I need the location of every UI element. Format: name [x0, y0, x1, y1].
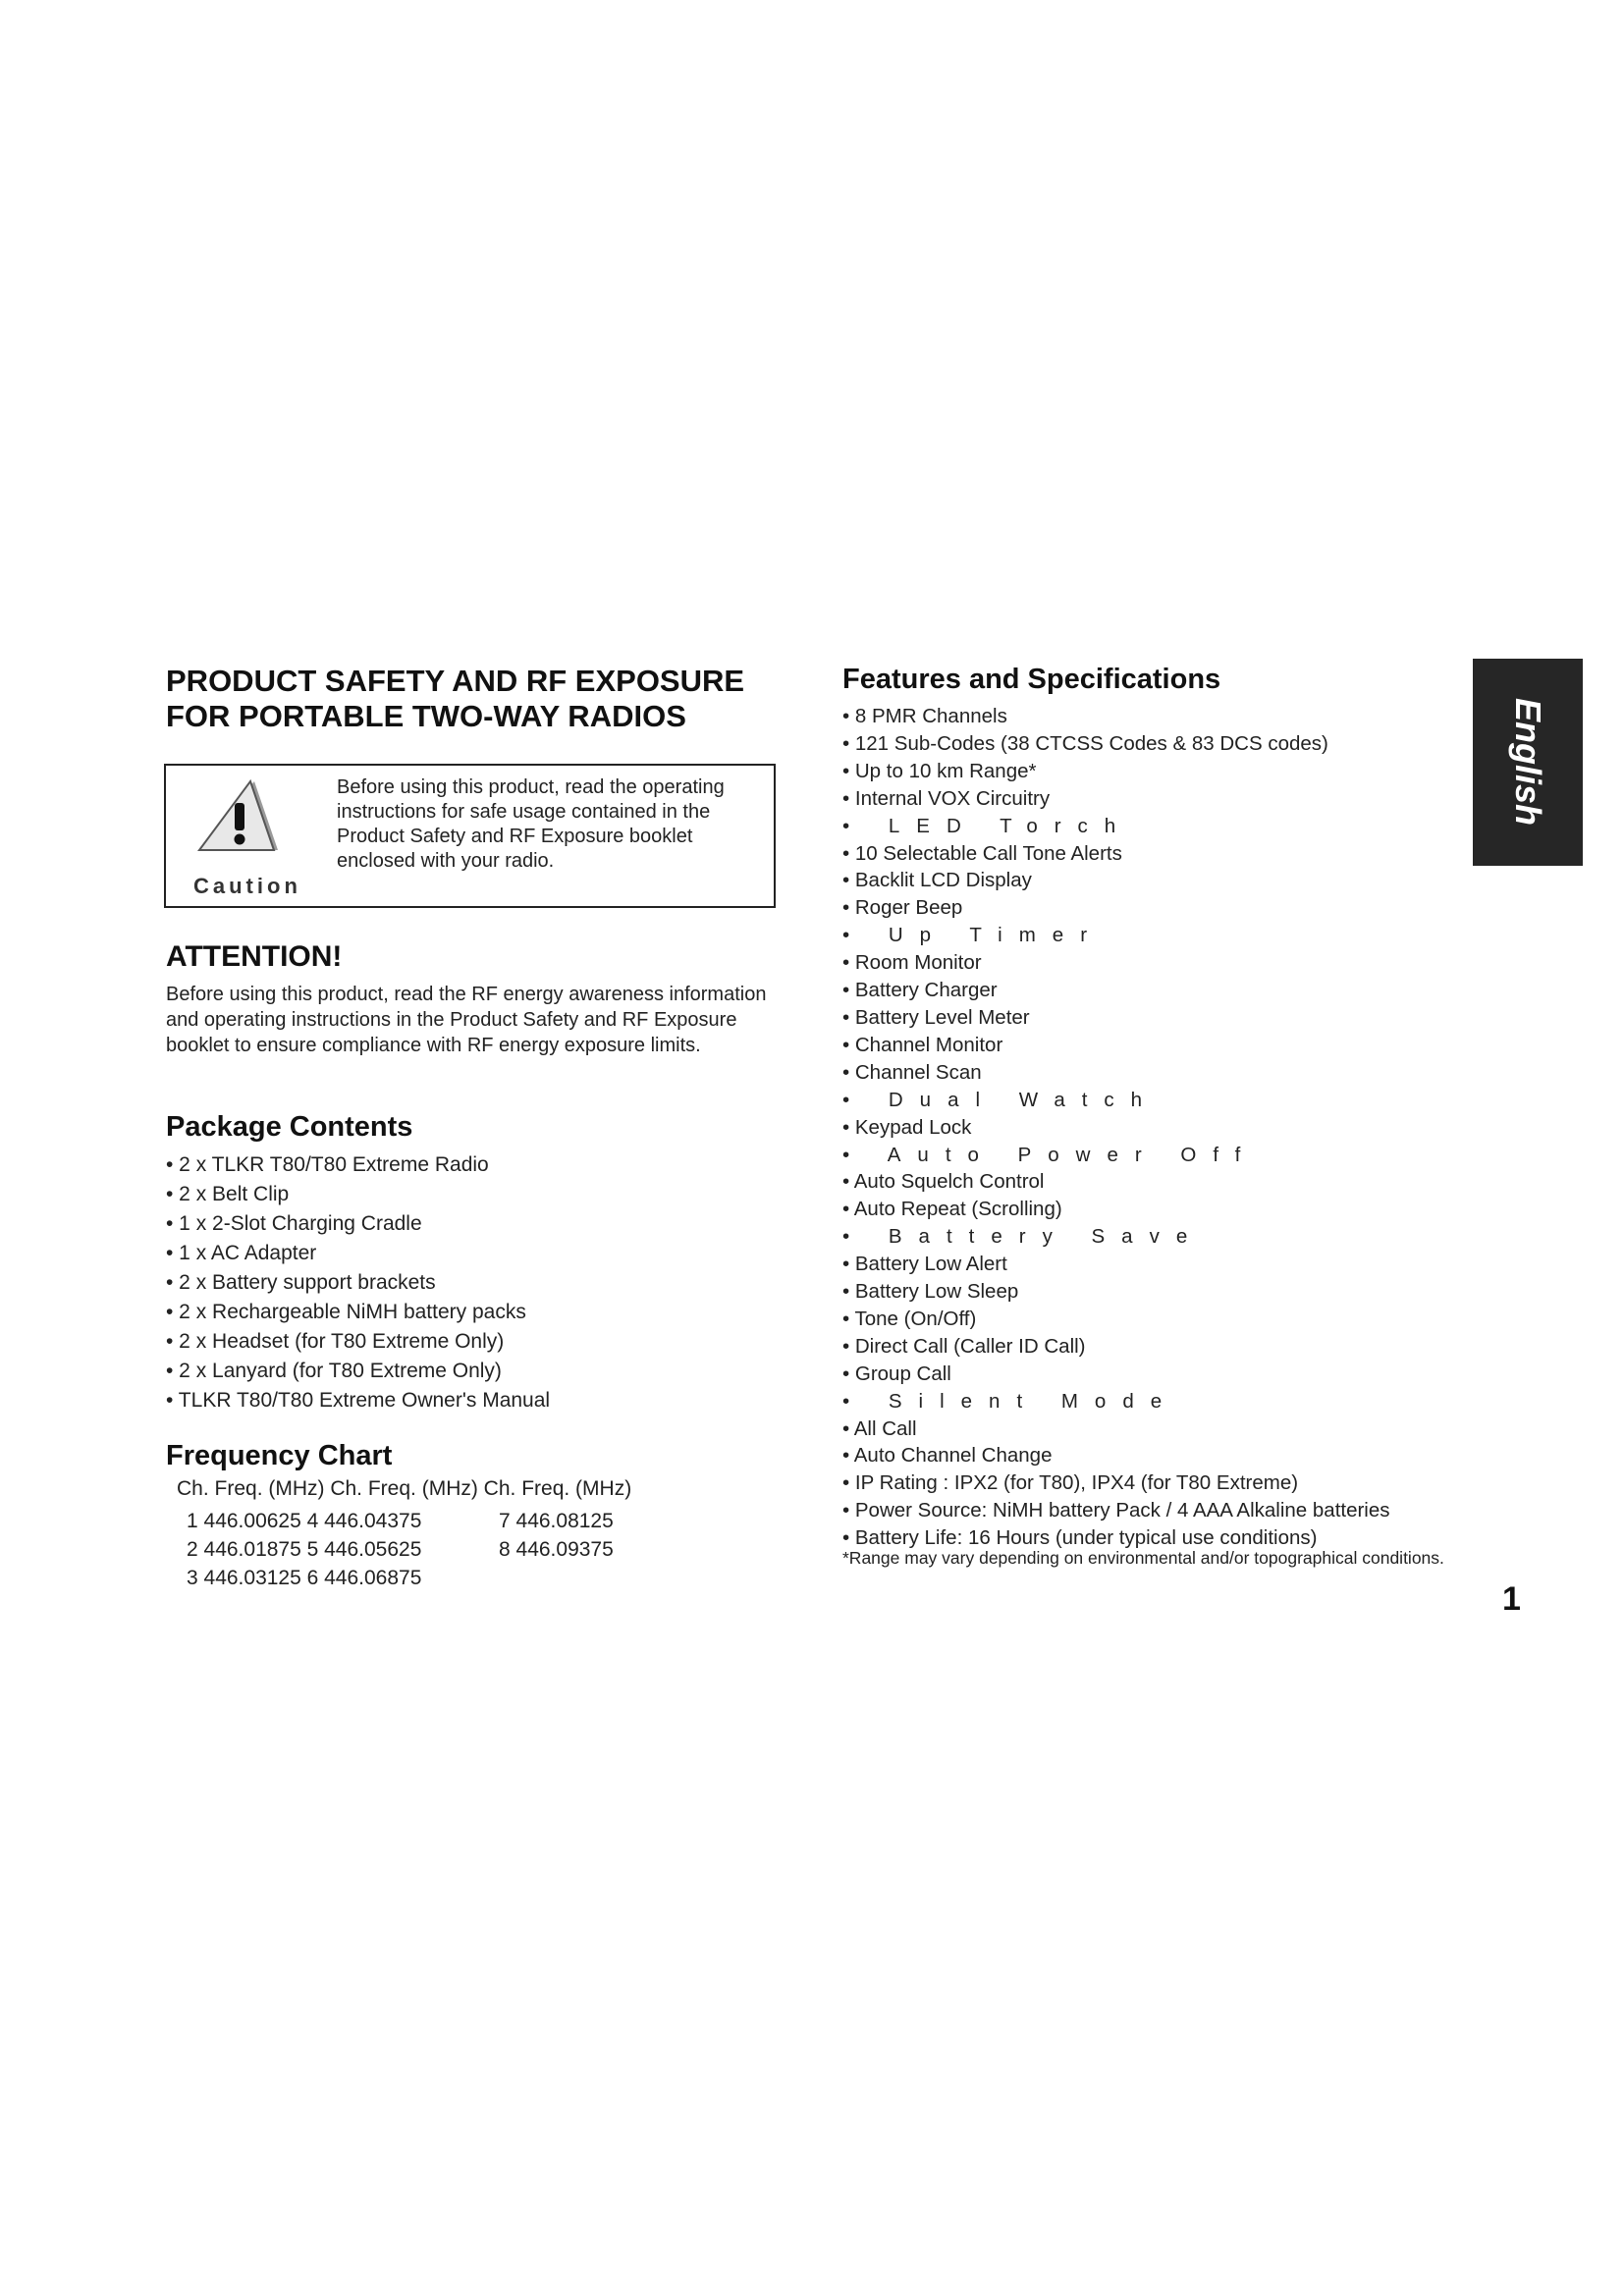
caution-text: Before using this product, read the operating instructions for safe usage contained in the Product Safety and RF Exposure booklet enclosed with your radio.	[337, 776, 725, 872]
caution-label: Caution	[193, 874, 301, 898]
features-list	[842, 703, 1471, 1552]
list-item: • Battery Life: 16 Hours (under typical use conditions)	[842, 1526, 1318, 1550]
package-contents-title: Package Contents	[166, 1111, 413, 1143]
list-item: • Battery Low Alert	[842, 1253, 1007, 1276]
frequency-chart-header: Ch. Freq. (MHz) Ch. Freq. (MHz) Ch. Freq. (MHz)	[177, 1477, 632, 1500]
range-footnote: *Range may vary depending on environmental and/or topographical conditions.	[842, 1548, 1444, 1568]
safety-title	[166, 664, 814, 734]
safety-title-line1: PRODUCT SAFETY AND RF EXPOSURE	[166, 664, 745, 698]
page-number: 1	[1502, 1580, 1521, 1618]
list-item: • TLKR T80/T80 Extreme Owner's Manual	[166, 1389, 551, 1412]
table-cell: 7 446.08125	[499, 1510, 614, 1532]
list-item: • All Call	[842, 1416, 917, 1440]
list-item: • 121 Sub-Codes (38 CTCSS Codes & 83 DCS codes)	[842, 731, 1328, 755]
list-item: • LED Torch	[842, 814, 1133, 837]
list-item: • Auto Squelch Control	[842, 1170, 1045, 1194]
list-item: • Battery Charger	[842, 979, 998, 1002]
list-item: • 8 PMR Channels	[842, 705, 1007, 727]
list-item: • Internal VOX Circuitry	[842, 786, 1051, 810]
list-item: • 2 x Battery support brackets	[166, 1271, 436, 1294]
list-item: • Keypad Lock	[842, 1115, 972, 1139]
frequency-chart-title: Frequency Chart	[166, 1440, 393, 1471]
list-item: • Auto Power Off	[842, 1143, 1258, 1166]
list-item: • Silent Mode	[842, 1389, 1179, 1413]
list-item: • Power Source: NiMH battery Pack / 4 AAA Alkaline batteries	[842, 1499, 1390, 1522]
list-item: • Auto Channel Change	[842, 1444, 1053, 1468]
list-item: • Battery Save	[842, 1225, 1205, 1249]
list-item: • Up Timer	[842, 924, 1105, 947]
package-contents-list	[166, 1150, 550, 1415]
list-item: • Battery Level Meter	[842, 1005, 1030, 1029]
language-tab	[1473, 659, 1583, 866]
list-item: • 2 x TLKR T80/T80 Extreme Radio	[166, 1153, 489, 1176]
list-item: • 2 x Lanyard (for T80 Extreme Only)	[166, 1360, 502, 1382]
table-cell: 8 446.09375	[499, 1538, 614, 1561]
list-item: • Group Call	[842, 1362, 951, 1385]
language-tab-label: English	[1508, 697, 1548, 827]
list-item: • Battery Low Sleep	[842, 1280, 1019, 1304]
list-item: • 10 Selectable Call Tone Alerts	[842, 841, 1122, 865]
list-item: • 2 x Rechargeable NiMH battery packs	[166, 1301, 526, 1323]
list-item: • 1 x 2-Slot Charging Cradle	[166, 1212, 422, 1235]
list-item: • Direct Call (Caller ID Call)	[842, 1334, 1086, 1358]
list-item: • Channel Scan	[842, 1060, 982, 1084]
list-item: • Up to 10 km Range*	[842, 759, 1037, 782]
caution-icon	[197, 779, 280, 852]
caution-box	[164, 764, 776, 908]
table-cell: 3 446.03125 6 446.06875	[187, 1567, 422, 1589]
attention-body: Before using this product, read the RF energy awareness information and operating instructions in the Product Safety and RF Exposure booklet to ensure compliance with RF energy exposure limits.	[166, 984, 767, 1056]
list-item: • 2 x Belt Clip	[166, 1183, 290, 1205]
list-item: • 1 x AC Adapter	[166, 1242, 317, 1264]
list-item: • Tone (On/Off)	[842, 1307, 977, 1330]
table-cell: 2 446.01875 5 446.05625	[187, 1538, 422, 1561]
list-item: • Auto Repeat (Scrolling)	[842, 1198, 1062, 1221]
list-item: • Channel Monitor	[842, 1033, 1003, 1056]
table-cell: 1 446.00625 4 446.04375	[187, 1510, 422, 1532]
list-item: • Dual Watch	[842, 1088, 1160, 1111]
list-item: • Room Monitor	[842, 951, 982, 975]
features-title: Features and Specifications	[842, 664, 1221, 695]
list-item: • Backlit LCD Display	[842, 869, 1032, 892]
list-item: • IP Rating : IPX2 (for T80), IPX4 (for T80 Extreme)	[842, 1471, 1299, 1495]
safety-title-line2: FOR PORTABLE TWO-WAY RADIOS	[166, 699, 686, 733]
list-item: • 2 x Headset (for T80 Extreme Only)	[166, 1330, 505, 1353]
attention-title: ATTENTION!	[166, 940, 343, 973]
list-item: • Roger Beep	[842, 896, 963, 920]
